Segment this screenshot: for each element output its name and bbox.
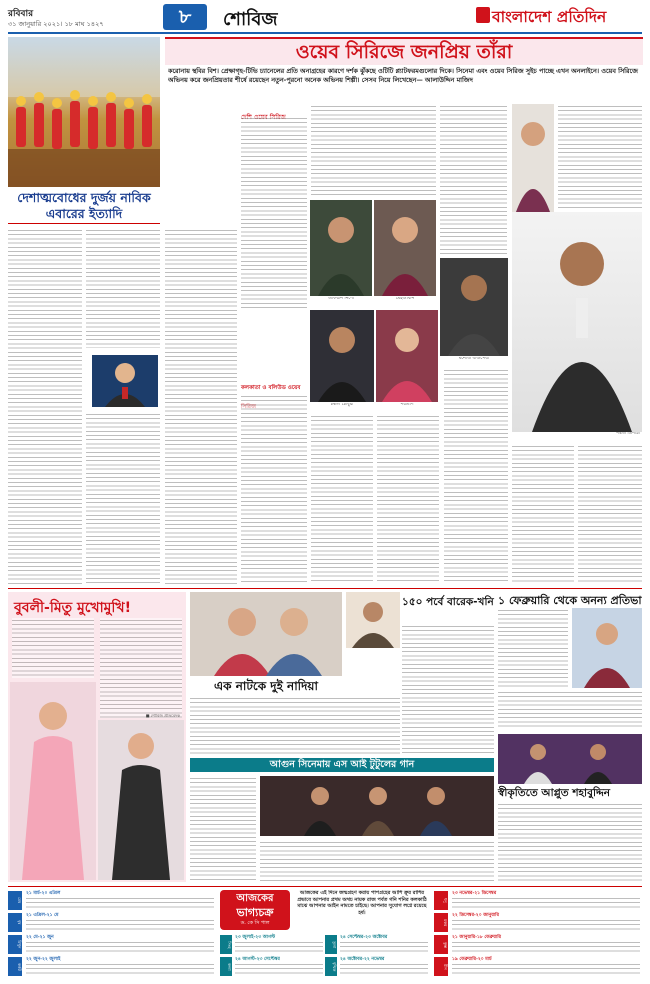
zodiac-sign-label: মিথুন — [8, 935, 22, 954]
ityadi-body-col3 — [165, 228, 237, 584]
star-photo-c — [310, 310, 374, 402]
award-ceremony-photo — [498, 734, 642, 784]
zodiac-sign-label: তুলা — [325, 935, 337, 954]
star-photo-b — [374, 200, 436, 296]
pankaj-photo — [512, 212, 642, 432]
zodiac-dates: ২২ জুন-২২ জুলাই — [26, 957, 61, 962]
web-body-col2 — [311, 104, 436, 196]
web-body-col1 — [241, 116, 307, 308]
zodiac-item — [325, 956, 430, 977]
web-body-col3 — [440, 104, 507, 254]
header-rule — [8, 32, 642, 34]
bubli-body-col1 — [12, 618, 94, 678]
web-subhead-2 — [241, 374, 307, 392]
page-number: ৮ — [178, 6, 192, 28]
horoscope-section — [8, 890, 642, 980]
zodiac-dates: ১৯ ফেব্রুয়ারি-২০ মার্চ — [452, 957, 492, 962]
zodiac-sign-label: সিংহ — [220, 935, 232, 954]
zodiac-text — [26, 896, 214, 909]
star-photo-a — [310, 200, 372, 296]
horoscope-left-col — [8, 890, 216, 980]
zodiac-text — [26, 940, 214, 953]
ityadi-host-photo — [92, 355, 158, 407]
nadia-body — [190, 696, 400, 754]
portrait-c — [310, 310, 374, 402]
portrait-mitu — [98, 720, 184, 880]
right-body-col2 — [512, 444, 574, 584]
zodiac-text — [26, 962, 214, 975]
shahabuddin-photo — [498, 734, 642, 784]
ityadi-headline-text: দেশাত্মবোধের দুর্জয় নাবিক এবারের ইত্যাদি — [17, 190, 151, 221]
aagun-group-photo — [260, 776, 494, 836]
zodiac-item — [434, 934, 642, 955]
zodiac-item — [8, 890, 216, 911]
ityadi-body-col2 — [86, 228, 160, 348]
feb-headline: ১ ফেব্রুয়ারি থেকে অনন্য প্রতিভা — [498, 594, 642, 607]
portrait-a — [310, 200, 372, 296]
masthead — [0, 0, 650, 34]
zodiac-item — [434, 890, 642, 911]
zodiac-item — [8, 956, 216, 977]
portrait-paoli — [512, 104, 554, 224]
aagun-headline: আগুন সিনেমায় এস আই টুটুলের গান — [269, 759, 415, 770]
zodiac-dates: ২৪ সেপ্টেম্বর-২৩ অক্টোবর — [340, 935, 388, 940]
star-photo-d — [440, 258, 508, 356]
barak-photo — [346, 592, 400, 648]
logo-flag-icon — [476, 7, 490, 23]
zodiac-text — [235, 940, 323, 953]
zodiac-sign-label: কন্যা — [220, 957, 232, 976]
ityadi-body-col1 — [8, 228, 82, 584]
ityadi-body-col2b — [86, 412, 160, 584]
portrait-feb — [572, 608, 642, 688]
section-divider — [8, 588, 642, 589]
horoscope-right-col — [434, 890, 642, 980]
portrait-barak — [346, 592, 400, 648]
paoli-photo — [512, 104, 554, 224]
zodiac-dates: ২১ জানুয়ারি-১৮ ফেব্রুয়ারি — [452, 935, 501, 940]
zodiac-item — [325, 934, 430, 955]
zodiac-item — [220, 934, 325, 955]
zodiac-dates: ২২ মে-২১ জুন — [26, 935, 54, 940]
horoscope-divider — [8, 886, 642, 887]
mitu-photo — [98, 720, 184, 880]
nadia-photo — [190, 592, 342, 676]
caption-d: মনোজ বাজপেয়ী — [458, 357, 490, 361]
shahabuddin-body — [498, 802, 642, 882]
section-title: শোবিজ — [223, 9, 278, 30]
zodiac-item — [8, 912, 216, 933]
zodiac-text — [452, 918, 640, 931]
portrait-bubli — [10, 682, 96, 880]
portrait-b — [374, 200, 436, 296]
portrait-pankaj — [512, 212, 642, 432]
web-subhead-1 — [241, 104, 307, 114]
bubli-byline: ■ শোবিজ প্রতিবেদক — [145, 714, 180, 718]
zodiac-item — [434, 956, 642, 977]
zodiac-dates: ২৩ নভেম্বর-২১ ডিসেম্বর — [452, 891, 497, 896]
ityadi-headline — [8, 188, 160, 224]
dancers-illustration — [8, 37, 160, 187]
bubli-photo — [10, 682, 96, 880]
zodiac-item — [8, 934, 216, 955]
caption-b: মেহজাবীন — [395, 297, 415, 301]
zodiac-text — [452, 940, 640, 953]
web-body-col5 — [377, 414, 439, 584]
web-subhead-2-text: কলকাতা ও বলিউড ওয়েব — [241, 385, 301, 391]
nadia-headline: এক নাটকে দুই নাদিয়া — [214, 679, 318, 693]
barak-body — [402, 624, 494, 754]
zodiac-text — [235, 962, 323, 975]
page-number-badge — [163, 4, 207, 30]
portrait-d — [440, 258, 508, 356]
aagun-headline-box — [190, 758, 494, 772]
bubli-headline: বুবলী-মিতু মুখোমুখি! — [14, 600, 131, 616]
feb-body-col2 — [498, 690, 642, 730]
banner-intro: করোনায় স্থবির বিশ। প্রেক্ষাগৃহ-টিভি চ্যানেলের প্রতি অনাগ্রহের কারণে দর্শক ঝুঁকছে ওটিটি প্ল্যাটফরমগুলোর দিকে। সিনেমা এবং ওয়েব সিরিজ সুইচ পাচ্ছে এখন অনলাইনে। ওয়েব সিরিজে অভিনয় করে জনপ্রিয়তার শীর্ষে রয়েছেন নতুন-পুরনো অনেক অভিনয় শিল্পী। সেসব নিয়ে লিখেছেন— আলাউদ্দিন মাজিদ — [168, 67, 638, 84]
pankaj-caption: পঙ্কজ ত্রিপাঠী — [616, 432, 640, 436]
date-label: ৩১ জানুয়ারি ২০২১। ১৮ মাঘ ১৪২৭ — [8, 20, 104, 28]
paper-logo — [476, 3, 644, 30]
barak-headline: ১৫০ পর্বে বারেক-খনি — [402, 596, 494, 608]
shahabuddin-headline: স্বীকৃতিতে আপ্লুত শহাবুদ্দিন — [498, 787, 610, 799]
zodiac-text — [26, 918, 214, 931]
zodiac-sign-label: বৃষ — [8, 913, 22, 932]
aagun-body-col1 — [190, 776, 256, 882]
feb-photo — [572, 608, 642, 688]
zodiac-text — [340, 962, 428, 975]
aagun-body-col2 — [260, 840, 494, 882]
web-body-col6 — [444, 368, 508, 584]
zodiac-dates: ২৩ জুলাই-২৩ আগস্ট — [235, 935, 276, 940]
zodiac-sign-label: কুম্ভ — [434, 935, 448, 954]
day-label: রবিবার — [8, 9, 34, 19]
host-portrait — [92, 355, 158, 407]
portrait-nadia — [190, 592, 342, 676]
horoscope-title-2: ভাগ্যচক্র — [236, 906, 274, 919]
zodiac-text — [340, 940, 428, 953]
paper-name: বাংলাদেশ প্রতিদিন — [492, 8, 607, 26]
zodiac-sign-label: কর্কট — [8, 957, 22, 976]
bubli-box — [8, 592, 186, 882]
zodiac-text — [452, 962, 640, 975]
zodiac-dates: ২৪ আগস্ট-২৩ সেপ্টেম্বর — [235, 957, 280, 962]
feb-body-col1 — [498, 608, 568, 688]
web-body-col4 — [311, 414, 373, 584]
caption-c: চঞ্চল চৌধুরী — [330, 403, 354, 407]
zodiac-dates: ২১ এপ্রিল-২১ মে — [26, 913, 59, 918]
zodiac-sign-label: মীন — [434, 957, 448, 976]
horoscope-center — [220, 890, 430, 980]
caption-a: আফরান নিশো — [327, 297, 355, 301]
web-body-col1b — [241, 394, 307, 584]
portrait-e — [376, 310, 438, 402]
ityadi-photo — [8, 37, 160, 187]
zodiac-item — [220, 956, 325, 977]
banner-headline-box — [165, 37, 643, 65]
right-body-col1 — [558, 104, 642, 208]
zodiac-sign-label: মকর — [434, 913, 448, 932]
zodiac-sign-label: মেষ — [8, 891, 22, 910]
right-body-col3 — [578, 444, 642, 584]
zodiac-text — [452, 896, 640, 909]
bubli-body-col2 — [100, 618, 182, 718]
zodiac-sign-label: বৃশ্চিক — [325, 957, 337, 976]
horoscope-title-1: আজকের — [236, 893, 274, 904]
horoscope-author: ড. কে সি পাল — [240, 920, 270, 926]
zodiac-item — [434, 912, 642, 933]
aagun-photo — [260, 776, 494, 836]
horoscope-title-box — [220, 890, 290, 930]
banner-headline: ওয়েব সিরিজে জনপ্রিয় তাঁরা — [295, 41, 513, 63]
zodiac-sign-label: ধনু — [434, 891, 448, 910]
zodiac-dates: ২২ ডিসেম্বর-২০ জানুয়ারি — [452, 913, 499, 918]
star-photo-e — [376, 310, 438, 402]
zodiac-dates: ২৪ অক্টোবর-২২ নভেম্বর — [340, 957, 385, 962]
horoscope-intro: আজকের এই দিনে জন্মগ্রহণ করায় পাপগ্রহের আশি ক্রূর রাশির প্রভাবে আপনার প্রথম অথচ নায়ক রাজ পর্বত গনি শনির কলকাঠি মাঝে আপনার আইন নামতে চাইছে। আপনার সুযোগ লগ্নে রয়েছে হর্ষ। — [297, 890, 427, 916]
zodiac-dates: ২১ মার্চ-২০ এপ্রিল — [26, 891, 61, 896]
caption-e: পরীমণি — [400, 403, 414, 407]
